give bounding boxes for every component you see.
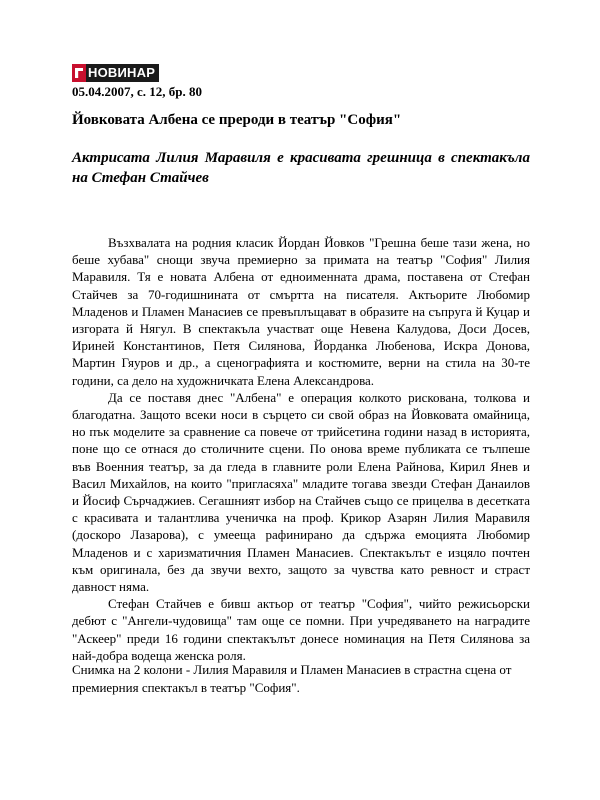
photo-caption: Снимка на 2 колони - Лилия Маравиля и Пламен Манасиев в страстна сцена от премиерния спектакъл в театър "София".: [72, 662, 512, 695]
logo-mark-icon: [72, 64, 86, 82]
article-body: [72, 234, 530, 664]
paragraph: Възхвалата на родния класик Йордан Йовков "Грешна беше тази жена, но беше хубава" снощи звуча премиерно за примата на театър "София" Лилия Маравиля. Тя е новата Албена от едноименната драма, поставена от Стефан Стайчев за 70-годишнината от смъртта на писателя. Актьорите Любомир Младенов и Пламен Манасиев се превъплъщават в образите на съпруга й Куцар и изгората й Нягул. В спектакъла участват още Невена Калудова, Доси Досев, Ириней Константинов, Петя Силянова, Йорданка Любенова, Искра Донова, Мартин Гяуров и др., а сценографията и костюмите, верни на стила на 30-те години, са дело на художничката Елена Александрова.: [72, 235, 530, 388]
newspaper-logo: [72, 64, 159, 82]
article-title: Йовковата Албена се прероди в театър "София": [72, 112, 402, 128]
logo-text: НОВИНАР: [88, 65, 156, 80]
paragraph: Да се поставя днес "Албена" е операция колкото рискована, толкова и благодатна. Защото всеки носи в сърцето си свой образ на Йовковата омайница, но пък моделите за сравнение са повече от трийсетина години назад в историята, поне що се отнася до столичните сцени. По онова време публиката се тълпеше във Военния театър, за да гледа в главните роли Елена Райнова, Кирил Янев и Васил Михайлов, на които "пригласяха" младите тогава звезди Стефан Данаилов и Йосиф Сърчаджиев. Сегашният избор на Стайчев също се прицелва в десетката с красивата и талантлива ученичка на проф. Крикор Азарян Лилия Маравиля (доскоро Лазарова), с умееща рафинирано да сдържа емоцията Любомир Младенов и с харизматичния Пламен Манасиев. Спектакълът е изцяло почтен към оригинала, без да звучи вехто, защото за чувства като ревност и страст давност няма.: [72, 389, 530, 595]
paragraph: Стефан Стайчев е бивш актьор от театър "София", чийто режисьорски дебют с "Ангели-чудовища" там още се помни. При учредяването на наградите "Аскеер" преди 16 години спектакълът донесе номинация на Петя Силянова за най-добра водеща женска роля.: [72, 596, 530, 663]
article-subtitle: Актрисата Лилия Маравиля е красивата грешница в спектакъла на Стефан Стайчев: [72, 150, 530, 186]
publication-info: 05.04.2007, с. 12, бр. 80: [72, 84, 202, 99]
